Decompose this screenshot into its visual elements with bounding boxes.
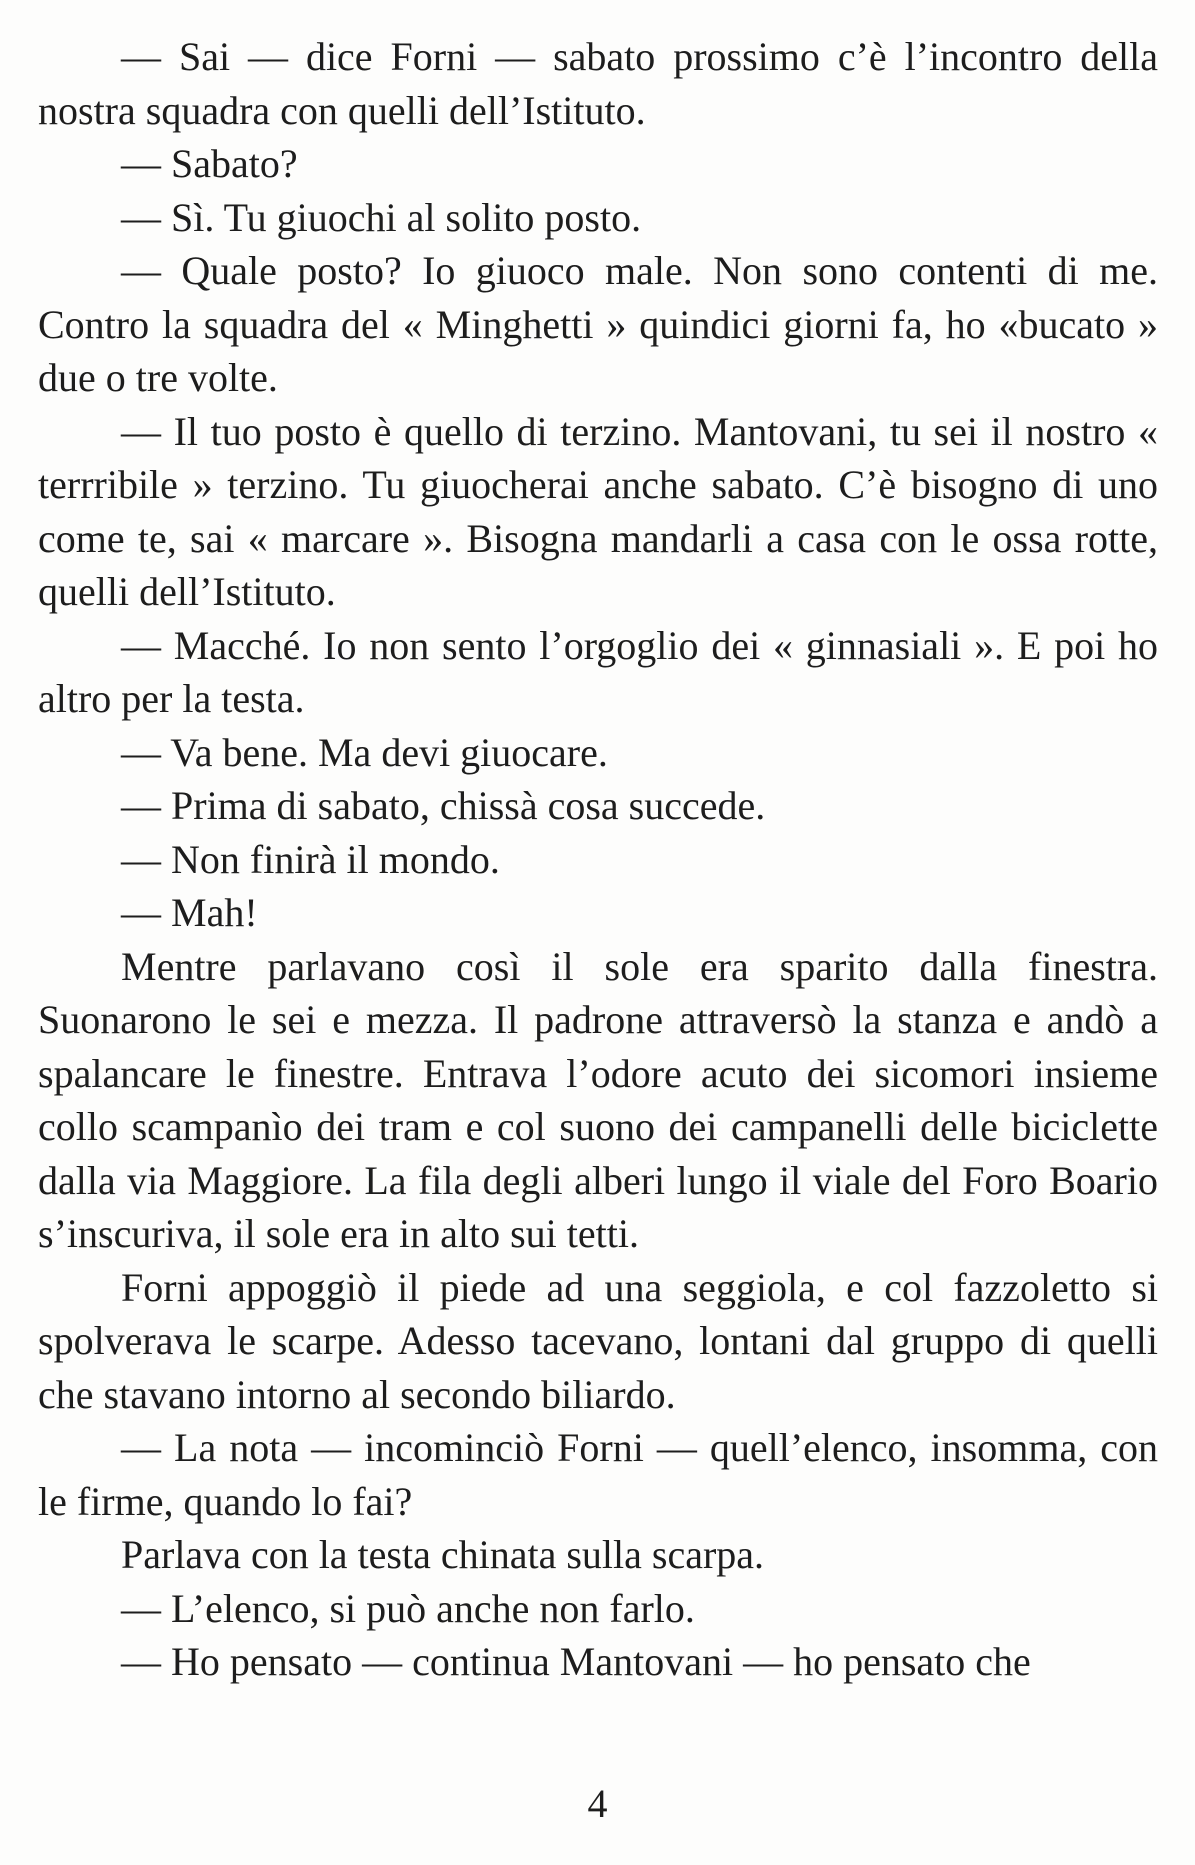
paragraph: — Sabato?	[121, 141, 298, 186]
paragraph: — Mah!	[121, 890, 258, 935]
paragraph: — Macché. Io non sento l’orgoglio dei « ginnasiali ». E poi ho altro per la testa.	[38, 622, 1158, 721]
paragraph: — Va bene. Ma devi giuocare.	[121, 729, 608, 775]
paragraph: — Quale posto? Io giuoco male. Non sono contenti di me. Contro la squadra del « Minghetti » quindici giorni fa, ho «bucato » due o tre volte.	[38, 248, 1158, 400]
paragraph: Parlava con la testa chinata sulla scarpa.	[121, 1532, 765, 1577]
paragraph: — Prima di sabato, chissà cosa succede.	[121, 783, 766, 828]
body-text	[38, 30, 1158, 1689]
paragraph: — Il tuo posto è quello di terzino. Mantovani, tu sei il nostro « terrribile » terzino. Tu giuocherai anche sabato. C’è bisogno di uno come te, sai « marcare ». Bisogna mandarli a casa con le ossa rotte, quelli dell’Istituto.	[38, 408, 1158, 614]
paragraph: — Sai — dice Forni — sabato prossimo c’è l’incontro della nostra squadra con quelli dell’Istituto.	[38, 34, 1158, 133]
paragraph: Forni appoggiò il piede ad una seggiola, e col fazzoletto si spolverava le scarpe. Adesso tacevano, lontani dal gruppo di quelli che stavano intorno al secondo biliardo.	[38, 1264, 1158, 1417]
paragraph: — Sì. Tu giuochi al solito posto.	[121, 194, 642, 240]
paragraph: — Non finirà il mondo.	[121, 836, 500, 882]
paragraph: — L’elenco, si può anche non farlo.	[121, 1585, 695, 1631]
paragraph: — La nota — incominciò Forni — quell’elenco, insomma, con le firme, quando lo fai?	[38, 1425, 1158, 1524]
paragraph: — Ho pensato — continua Mantovani — ho pensato che	[121, 1639, 1031, 1684]
page-number: 4	[587, 1781, 608, 1826]
paragraph: Mentre parlavano così il sole era sparito dalla finestra. Suonarono le sei e mezza. Il padrone attraversò la stanza e andò a spalancare le finestre. Entrava l’odore acuto dei sicomori insieme collo scampanìo dei tram e col suono dei campanelli delle biciclette dalla via Maggiore. La fila degli alberi lungo il viale del Foro Boario s’inscuriva, il sole era in alto sui tetti.	[38, 943, 1158, 1256]
